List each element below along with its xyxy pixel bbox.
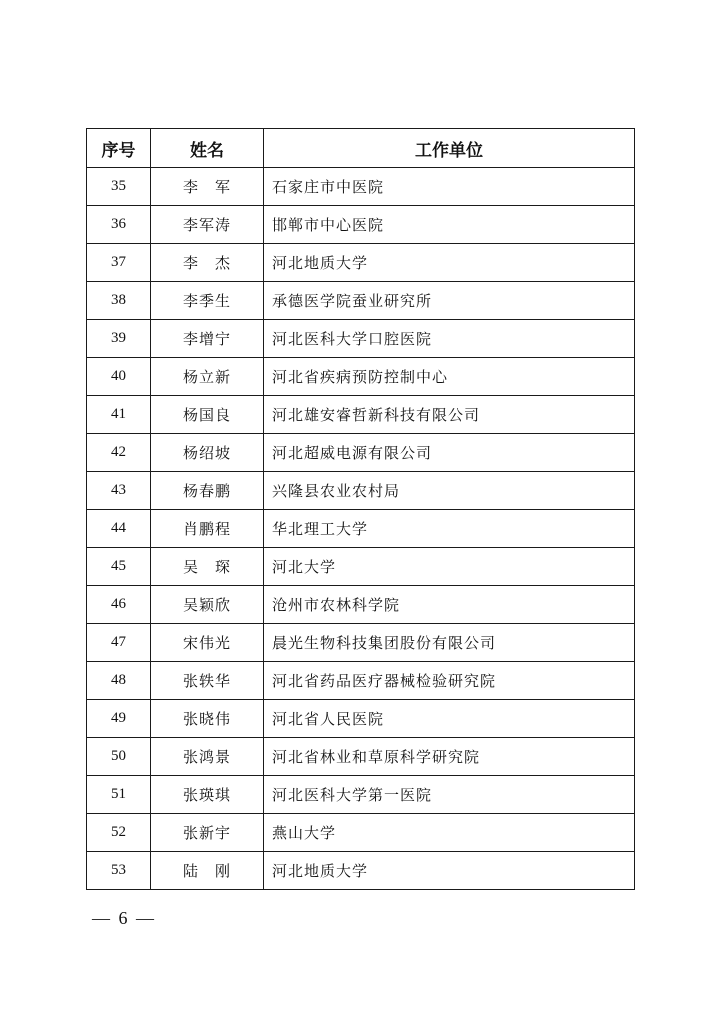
table-row	[87, 852, 635, 890]
row-index: 49	[87, 700, 151, 738]
row-name: 杨绍坡	[151, 434, 264, 472]
row-unit: 河北雄安睿哲新科技有限公司	[264, 396, 635, 434]
row-index: 35	[87, 168, 151, 206]
table-row	[87, 738, 635, 776]
header-index: 序号	[87, 129, 151, 168]
header-name: 姓名	[151, 129, 264, 168]
table-row	[87, 624, 635, 662]
row-name: 张轶华	[151, 662, 264, 700]
row-name: 张瑛琪	[151, 776, 264, 814]
row-index: 36	[87, 206, 151, 244]
row-index: 38	[87, 282, 151, 320]
row-name: 李军涛	[151, 206, 264, 244]
page-number: — 6 —	[92, 908, 156, 928]
row-name: 张鸿景	[151, 738, 264, 776]
table-row	[87, 320, 635, 358]
table-row	[87, 358, 635, 396]
table-header-row	[87, 129, 635, 168]
table-row	[87, 548, 635, 586]
row-index: 41	[87, 396, 151, 434]
row-unit: 河北省人民医院	[264, 700, 635, 738]
table-row	[87, 510, 635, 548]
row-unit: 河北大学	[264, 548, 635, 586]
row-name: 李增宁	[151, 320, 264, 358]
row-name: 陆 刚	[151, 852, 264, 890]
row-name: 杨国良	[151, 396, 264, 434]
row-name: 肖鹏程	[151, 510, 264, 548]
row-unit: 河北省疾病预防控制中心	[264, 358, 635, 396]
row-index: 51	[87, 776, 151, 814]
table-row	[87, 396, 635, 434]
roster-table	[86, 128, 635, 890]
row-index: 39	[87, 320, 151, 358]
row-index: 46	[87, 586, 151, 624]
row-index: 37	[87, 244, 151, 282]
row-unit: 晨光生物科技集团股份有限公司	[264, 624, 635, 662]
row-index: 47	[87, 624, 151, 662]
table-row	[87, 776, 635, 814]
row-unit: 承德医学院蚕业研究所	[264, 282, 635, 320]
row-unit: 河北省林业和草原科学研究院	[264, 738, 635, 776]
table-row	[87, 472, 635, 510]
row-index: 53	[87, 852, 151, 890]
row-name: 李 杰	[151, 244, 264, 282]
row-name: 吴颖欣	[151, 586, 264, 624]
row-unit: 沧州市农林科学院	[264, 586, 635, 624]
table-row	[87, 168, 635, 206]
row-unit: 河北医科大学口腔医院	[264, 320, 635, 358]
row-unit: 河北地质大学	[264, 244, 635, 282]
row-unit: 河北地质大学	[264, 852, 635, 890]
row-unit: 河北医科大学第一医院	[264, 776, 635, 814]
row-name: 张新宇	[151, 814, 264, 852]
row-unit: 燕山大学	[264, 814, 635, 852]
table-row	[87, 586, 635, 624]
row-index: 40	[87, 358, 151, 396]
row-index: 48	[87, 662, 151, 700]
row-index: 42	[87, 434, 151, 472]
header-unit: 工作单位	[264, 129, 635, 168]
row-name: 吴 琛	[151, 548, 264, 586]
row-unit: 华北理工大学	[264, 510, 635, 548]
row-name: 李 军	[151, 168, 264, 206]
row-index: 50	[87, 738, 151, 776]
row-index: 43	[87, 472, 151, 510]
table-row	[87, 434, 635, 472]
row-unit: 河北超威电源有限公司	[264, 434, 635, 472]
table-row	[87, 814, 635, 852]
row-unit: 兴隆县农业农村局	[264, 472, 635, 510]
row-name: 宋伟光	[151, 624, 264, 662]
row-name: 杨春鹏	[151, 472, 264, 510]
table-row	[87, 244, 635, 282]
table-row	[87, 282, 635, 320]
row-name: 张晓伟	[151, 700, 264, 738]
row-index: 45	[87, 548, 151, 586]
row-unit: 邯郸市中心医院	[264, 206, 635, 244]
row-name: 杨立新	[151, 358, 264, 396]
table-row	[87, 700, 635, 738]
row-index: 52	[87, 814, 151, 852]
row-unit: 河北省药品医疗器械检验研究院	[264, 662, 635, 700]
table-row	[87, 662, 635, 700]
row-unit: 石家庄市中医院	[264, 168, 635, 206]
row-name: 李季生	[151, 282, 264, 320]
table-row	[87, 206, 635, 244]
row-index: 44	[87, 510, 151, 548]
